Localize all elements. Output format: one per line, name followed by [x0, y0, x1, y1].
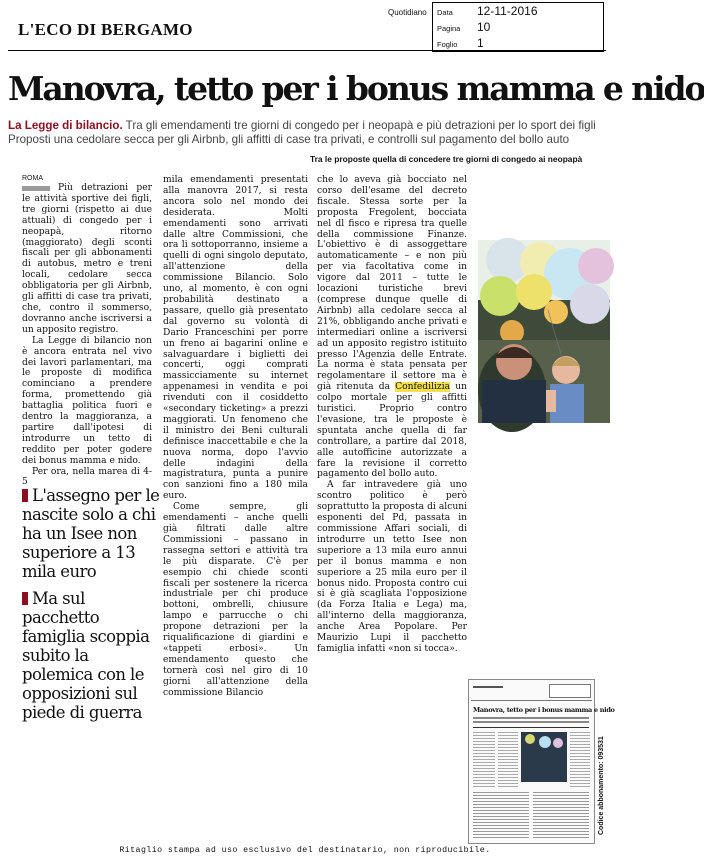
- headline: Manovra, tetto per i bonus mamma e nido: [8, 69, 704, 108]
- article-photo: [478, 240, 610, 423]
- thumbnail-title: Manovra, tetto per i bonus mamma e nido: [473, 706, 615, 714]
- pullquote-text: L'assegno per le nascite solo a chi ha un Isee non superiore a 13 mila euro: [22, 486, 160, 581]
- paragraph: La Legge di bilancio non è ancora entrata nel vivo dei lavori parlamentari, ma le proposte di modifica cominciano a prendere forma, promettendo già battaglia politica fuori e dentro la maggioranza, a partire dall'ipotesi di introdurre un tetto di reddito per poter godere dei bonus mamma e nido.: [22, 335, 152, 466]
- date-label: Data: [437, 8, 453, 17]
- kicker: La Legge di bilancio.: [8, 119, 123, 132]
- dateline: ROMA: [22, 175, 43, 182]
- pullquote-marker: [22, 489, 28, 502]
- photo-balloons-father-child: [478, 240, 610, 423]
- masthead: L'ECO DI BERGAMO: [18, 20, 193, 39]
- pullquote-marker: [22, 592, 28, 605]
- paragraph: mila emendamenti presentati alla manovra 2017, si resta ancora solo nel mondo dei desiderata. Molti emendamenti sono arrivati dalle altre Commissioni, che ora li sottoporranno, insieme a quelli di ogni singolo deputato, all'attenzione della commissione Bilancio. Solo uno, al momento, è con ogni probabilità destinato a passare, quello già presentato dal governo su volontà di Dario Franceschini per porre un freno ai bagarini online e salvaguardare i biglietti dei concerti, oggi comprati massicciamente su internet appenamesi in vendita e poi rivenduti con il cosiddetto «secondary ticketing» a prezzi maggiorati. Un fenomeno che il ministro dei Beni culturali definisce inaccettabile e che la nuova norma, dopo l'avvio delle indagini della magistratura, punta a punire con sanzioni fino a 180 mila euro.: [163, 175, 308, 502]
- page-value: 10: [477, 20, 491, 34]
- svg-text:Codice abbonamento: 093531: Codice abbonamento: 093531: [598, 736, 605, 835]
- page-label: Pagina: [437, 24, 461, 33]
- header-rule: [8, 50, 606, 51]
- column-2: [163, 175, 308, 699]
- pullquote: [22, 589, 162, 722]
- paragraph: Più detrazioni per le attività sportive dei figli, tre giorni (rispetto ai due attuali) di congedo per i neopapà, ritorno (maggiorato) degli sconti fiscali per gli abbonamenti di autobus, metro e treni locali, cedolare secca obbligatoria per gli Airbnb, gli affitti di case tra privati, che, contro il sommerso, dovranno anche iscriversi a un apposito registro.: [22, 183, 152, 335]
- subhead-line-1: Tra gli emendamenti tre giorni di congedo per i neopapà e più detrazioni per lo sport dei figli: [122, 119, 596, 132]
- pullquote: [22, 486, 162, 581]
- column-3: [317, 175, 467, 655]
- column-1: [22, 183, 152, 488]
- subscription-code-text: [594, 735, 606, 835]
- photo-caption: Tra le proposte quella di concedere tre giorni di congedo ai neopapà: [310, 154, 583, 164]
- paragraph: A far intravedere già uno scontro politico è però soprattutto la proposta di alcuni esponenti del Pd, passata in commissione Affari sociali, di introdurre un tetto Isee non superiore a 13 mila euro annui per il bonus mamma e non superiore a 25 mila euro per il bonus nido. Proposta contro cui si è già scagliata l'opposizione (da Forza Italia e Lega) ma, all'interno della maggioranza, anche Area Popolare. Per Maurizio Lupi il pacchetto famiglia infatti «non si tocca».: [317, 480, 467, 654]
- sheet-value: 1: [477, 36, 484, 50]
- meta-box: [432, 2, 604, 52]
- paragraph: che lo aveva già bocciato nel corso dell'esame del decreto fiscale. Stessa sorte per la proposta Fregolent, bocciata nel dl fisco e ripresa tra quelle della commissione Finanze. L'obiettivo è di assoggettare automaticamente – e non più per via facoltativa come in vigore dal 2011 – tutte le locazioni turistiche brevi (comprese dunque quelle di Airbnb) alla cedolare secca al 21%, obbligando anche privati e intermediari online a iscriversi ad un apposito registro istituito presso l'Agenzia delle Entrate. La norma è stata pensata per regolamentare il settore ma è già ritenuta da Confedilizia un colpo mortale per gli affitti turistici. Proprio contro l'evasione, tra le proposte è spuntata anche quella di far controllare, a partire dal 2018, alle autofficine autorizzate a fare la revisione il corretto pagamento del bollo auto.: [317, 175, 467, 480]
- subhead: [8, 119, 608, 147]
- date-value: 12-11-2016: [477, 4, 538, 18]
- publication-type: Quotidiano: [388, 8, 427, 17]
- pullquote-text: Ma sul pacchetto famiglia scoppia subito la polemica con le opposizioni sul piede di guerra: [22, 589, 150, 722]
- highlighted-term: Confedilizia: [395, 382, 451, 393]
- sheet-label: Foglio: [437, 40, 458, 49]
- paragraph: Per ora, nella marea di 4-5: [22, 466, 152, 488]
- subhead-line-2: Proposti una cedolare secca per gli Airbnb, gli affitti di case tra privati, e controlli sul pagamento del bollo auto: [8, 133, 570, 146]
- subscription-code: [594, 735, 606, 835]
- footer-notice: Ritaglio stampa ad uso esclusivo del destinatario, non riproducibile.: [119, 846, 491, 855]
- paragraph: Come sempre, gli emendamenti – anche quelli già filtrati dalle altre Commissioni – passano in rassegna settori e attività tra le più disparate. C'è per esempio chi chiede sconti fiscali per sostenere la ricerca industriale per chi produce bottoni, ombrelli, chiusure lampo e parrucche o chi propone detrazioni per la riqualificazione di giardini e «tappeti erbosi». Un emendamento questo che tornerà così nel giro di 10 giorni all'attenzione della commissione Bilancio: [163, 502, 308, 698]
